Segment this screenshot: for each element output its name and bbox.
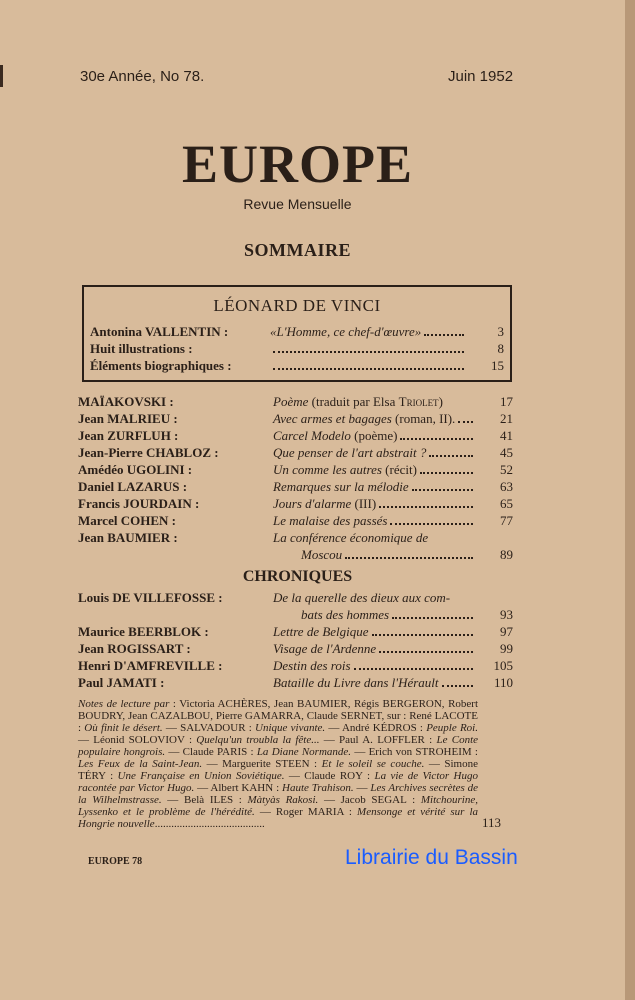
- entry-title-cont: [273, 546, 479, 563]
- note-book-title: Màtyàs Rakosi.: [247, 794, 319, 806]
- dot-leader: [354, 657, 473, 670]
- toc-entry: [78, 674, 513, 691]
- note-book-title: Les Feux de la Saint-Jean.: [78, 758, 203, 770]
- note-text: — Roger MARIA :: [254, 806, 358, 818]
- note-text: — Marguerite STEEN :: [202, 758, 322, 770]
- dot-leader: [372, 623, 473, 636]
- entry-page: 52: [500, 462, 513, 477]
- dot-leader: [412, 478, 473, 491]
- entry-title-line: [273, 478, 479, 495]
- entry-author: Maurice BEERBLOK :: [78, 624, 209, 639]
- entry-author: Henri D'AMFREVILLE :: [78, 658, 223, 673]
- toc-entry: [90, 323, 504, 340]
- entry-page: 89: [500, 547, 513, 562]
- dot-leader: [345, 546, 473, 559]
- note-text: —: [353, 782, 371, 794]
- entry-title: De la querelle des dieux aux com-: [273, 590, 451, 605]
- entry-title: Poème: [273, 394, 309, 409]
- dot-leader: [379, 495, 473, 508]
- entry-title: Remarques sur la mélodie: [273, 479, 409, 494]
- entry-author: Jean ZURFLUH :: [78, 428, 179, 443]
- note-book-title: Et le soleil se couche.: [321, 758, 425, 770]
- entry-page: 45: [500, 445, 513, 460]
- entry-page: 97: [500, 624, 513, 639]
- entry-page: 110: [493, 675, 513, 690]
- dot-leader: [424, 323, 464, 336]
- entry-title-line: [273, 674, 479, 691]
- entry-title-line: [273, 427, 479, 444]
- entry-page: 17: [500, 394, 513, 409]
- note-text: ........................................: [154, 818, 265, 830]
- note-text: — André KÉDROS :: [325, 722, 427, 734]
- entry-title: Jours d'alarme: [273, 496, 352, 511]
- entry-page: 93: [500, 607, 513, 622]
- spacer: [443, 393, 479, 410]
- entry-page: 65: [500, 496, 513, 511]
- toc-entry: [78, 640, 513, 657]
- toc-entry: [90, 340, 504, 357]
- entry-author: Antonina VALLENTIN :: [90, 324, 229, 339]
- entry-title: Que penser de l'art abstrait ?: [273, 445, 427, 460]
- feature-title: LÉONARD DE VINCI: [213, 296, 381, 315]
- entry-title-line: [273, 461, 479, 478]
- issue-date: Juin 1952: [448, 68, 514, 85]
- entry-title-line: [270, 340, 470, 357]
- entry-title-continued: bats des hommes: [301, 607, 390, 622]
- entry-title-line: [270, 357, 470, 374]
- entry-author: Jean BAUMIER :: [78, 530, 178, 545]
- entry-title-line: [273, 623, 479, 640]
- toc-entry: [78, 427, 513, 444]
- entry-title: Bataille du Livre dans l'Hérault: [273, 675, 439, 690]
- entry-title-line: [273, 444, 479, 461]
- toc-entry: [78, 529, 513, 563]
- entry-page: 63: [500, 479, 513, 494]
- entry-title-line: [273, 529, 479, 563]
- dot-leader: [420, 461, 473, 474]
- chroniques-heading: CHRONIQUES: [242, 568, 353, 585]
- entry-page: 21: [500, 411, 513, 426]
- entry-note: (poème): [350, 428, 398, 443]
- note-book-title: La Diane Normande.: [256, 746, 352, 758]
- entry-page: 77: [500, 513, 513, 528]
- entry-title-line: [273, 589, 479, 623]
- entry-title: Lettre de Belgique: [273, 624, 369, 639]
- feature-box: [82, 285, 512, 382]
- entry-page: 8: [497, 341, 504, 356]
- binding-mark: [0, 65, 3, 87]
- toc-entry: [78, 410, 513, 427]
- entry-author: Jean-Pierre CHABLOZ :: [78, 445, 219, 460]
- entry-title-line: [273, 495, 479, 512]
- entry-title-cont: [273, 606, 479, 623]
- translator-name: Triolet: [398, 394, 439, 409]
- entry-note: (traduit par Elsa Triolet): [308, 394, 443, 409]
- note-book-title: Quelqu'un troubla la fête...: [196, 734, 320, 746]
- note-text: — Léonid SOLOVIOV :: [78, 734, 197, 746]
- note-text: — Belà ILES :: [161, 794, 248, 806]
- entry-page: 105: [493, 658, 513, 673]
- toc-entry: [78, 623, 513, 640]
- journal-subtitle: Revue Mensuelle: [243, 196, 352, 212]
- toc-entry: [78, 657, 513, 674]
- footer-label: EUROPE 78: [88, 856, 143, 867]
- entry-title-continued: Moscou: [301, 547, 343, 562]
- note-book-title: Haute Trahison.: [282, 782, 354, 794]
- entry-author: Jean MALRIEU :: [78, 411, 178, 426]
- entry-title-line: [273, 393, 479, 410]
- reading-notes: [78, 698, 478, 830]
- entry-page: 3: [497, 324, 504, 339]
- watermark: Librairie du Bassin: [345, 846, 518, 869]
- note-text: — Simone TÉRY :: [78, 758, 478, 782]
- note-text: : Victoria ACHÈRES, Jean BAUMIER, Régis BERGERON, Robert BOUDRY, Jean CAZALBOU, Pierre GAMARRA, Claude SERNET, sur : René LACOTE :: [78, 698, 479, 734]
- entry-title: Carcel Modelo: [273, 428, 351, 443]
- entry-author: Paul JAMATI :: [78, 675, 165, 690]
- note-book-title: Mensonge et vérité sur la Hongrie nouvelle: [78, 806, 479, 830]
- entry-author: Louis DE VILLEFOSSE :: [78, 590, 223, 605]
- dot-leader: [429, 444, 473, 457]
- note-text: — Albert KAHN :: [194, 782, 282, 794]
- dot-leader: [458, 410, 473, 423]
- notes-page-number: 113: [482, 815, 502, 830]
- note-text: — Claude PARIS :: [165, 746, 257, 758]
- entry-title-line: [270, 323, 470, 340]
- toc-entry: [78, 589, 513, 623]
- note-text: — SALVADOUR :: [162, 722, 256, 734]
- entry-note: (roman, II).: [391, 411, 456, 426]
- dot-leader: [379, 640, 473, 653]
- entry-page: 15: [491, 358, 504, 373]
- entry-title-line: [273, 657, 479, 674]
- entry-title: Avec armes et bagages: [273, 411, 392, 426]
- toc-entry: [78, 478, 513, 495]
- contents-heading: SOMMAIRE: [244, 240, 351, 260]
- entry-title: Un comme les autres: [273, 462, 382, 477]
- entry-author: Huit illustrations :: [90, 341, 193, 356]
- note-book-title: Mitchourine, Lyssenko et le problème de l'hérédité.: [78, 794, 478, 818]
- entry-page: 99: [500, 641, 513, 656]
- entry-author: Amédéo UGOLINI :: [78, 462, 193, 477]
- journal-title: EUROPE: [181, 134, 414, 194]
- entry-note: (récit): [381, 462, 417, 477]
- entry-title: Visage de l'Ardenne: [273, 641, 377, 656]
- entry-title: Le malaise des passés: [273, 513, 388, 528]
- dot-leader: [392, 606, 473, 619]
- note-book-title: Peuple Roi.: [426, 722, 478, 734]
- note-book-title: La vie de Victor Hugo racontée par Victor Hugo.: [78, 770, 478, 794]
- note-text: — Erich von STROHEIM :: [351, 746, 478, 758]
- note-text: — Claude ROY :: [284, 770, 375, 782]
- dot-leader: [400, 427, 473, 440]
- entry-author: Daniel LAZARUS :: [78, 479, 188, 494]
- entry-page: 41: [500, 428, 513, 443]
- entry-author: Francis JOURDAIN :: [78, 496, 200, 511]
- note-book-title: Une Française en Union Soviétique.: [117, 770, 285, 782]
- entry-title: La conférence économique de: [273, 530, 429, 545]
- note-book-title: Le Conte populaire hongrois.: [78, 734, 479, 758]
- entry-note: (III): [351, 496, 377, 511]
- entry-author: MAÏAKOVSKI :: [78, 394, 174, 409]
- toc-entry: [78, 512, 513, 529]
- note-text: — Jacob SEGAL :: [318, 794, 421, 806]
- dot-leader: [273, 357, 464, 370]
- toc-entry: [78, 393, 513, 410]
- note-text: — Paul A. LOFFLER :: [319, 734, 437, 746]
- entry-title: Destin des rois: [273, 658, 351, 673]
- toc-entry: [90, 357, 504, 374]
- note-book-title: Où finit le désert.: [84, 722, 163, 734]
- issue-number: 30e Année, No 78.: [80, 68, 205, 85]
- toc-entry: [78, 495, 513, 512]
- note-book-title: Unique vivante.: [255, 722, 326, 734]
- toc-entry: [78, 444, 513, 461]
- dot-leader: [273, 340, 464, 353]
- note-book-title: Notes de lecture par: [78, 698, 170, 710]
- entry-title-line: [273, 410, 479, 427]
- entry-author: Jean ROGISSART :: [78, 641, 191, 656]
- toc-entry: [78, 461, 513, 478]
- entry-author: Marcel COHEN :: [78, 513, 176, 528]
- page-edge: [625, 0, 635, 1000]
- entry-author: Éléments biographiques :: [90, 358, 232, 373]
- entry-title-line: [273, 512, 479, 529]
- dot-leader: [442, 674, 473, 687]
- dot-leader: [390, 512, 473, 525]
- entry-title: «L'Homme, ce chef-d'œuvre»: [270, 324, 422, 339]
- note-book-title: Les Archives secrètes de la Wilhelmstrasse.: [78, 782, 479, 806]
- entry-title-line: [273, 640, 479, 657]
